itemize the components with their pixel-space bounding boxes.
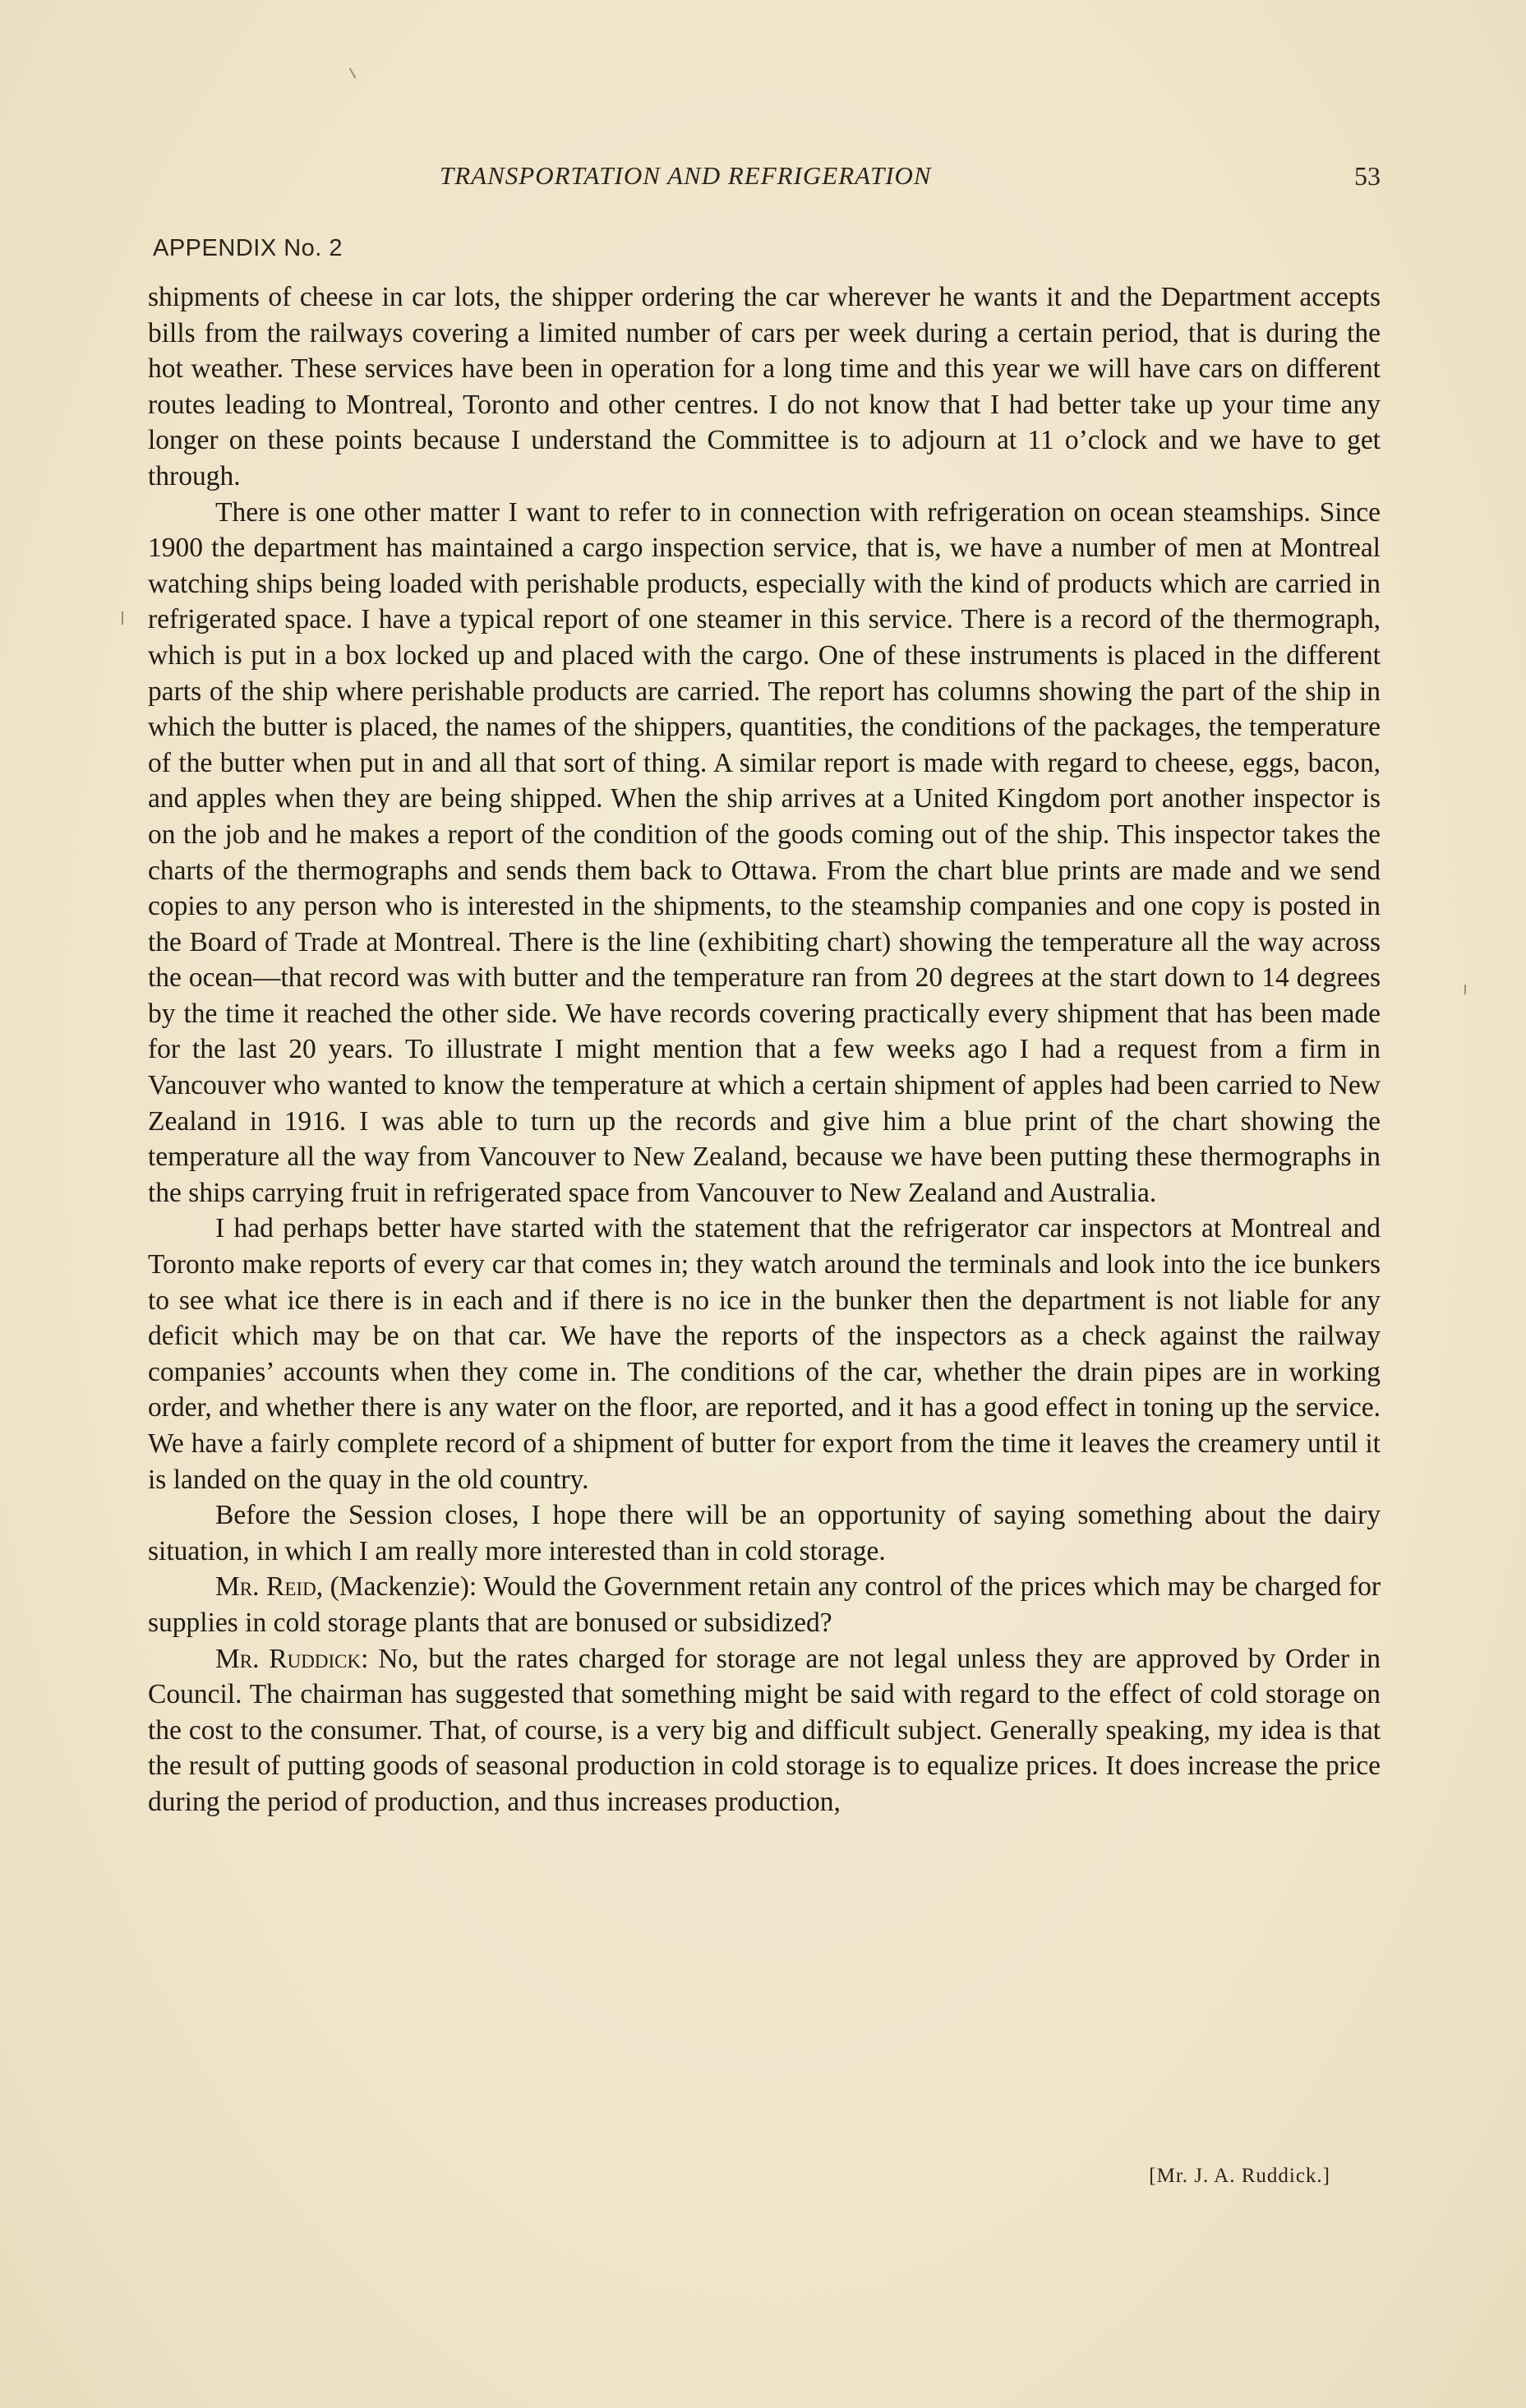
paragraph-2: There is one other matter I want to refer to in connection with refrigeration on ocean steamships. Since 1900 the department has maintained a cargo inspection service, that is, we have a number of men at Montreal watching ships being loaded with perishable products, especially with the kind of products which are carried in refrigerated space. I have a typical report of one steamer in this service. There is a record of the thermograph, which is put in a box locked up and placed with the cargo. One of these instruments is placed in the different parts of the ship where perishable products are carried. The report has columns showing the part of the ship in which the butter is placed, the names of the shippers, quantities, the conditions of the packages, the temperature of the butter when put in and all that sort of thing. A similar report is made with regard to cheese, eggs, bacon, and apples when they are being shipped. When the ship arrives at a United Kingdom port another inspector is on the job and he makes a report of the condition of the goods coming out of the ship. This inspector takes the charts of the thermographs and sends them back to Ottawa. From the chart blue prints are made and we send copies to any person who is interested in the shipments, to the steamship companies and one copy is posted in the Board of Trade at Montreal. There is the line (exhibiting chart) showing the temperature all the way across the ocean—that record was with butter and the temperature ran from 20 degrees at the start down to 14 degrees by the time it reached the other side. We have records covering practically every shipment that has been made for the last 20 years. To illustrate I might mention that a few weeks ago I had a request from a firm in Vancouver who wanted to know the temperature at which a certain shipment of apples had been carried to New Zealand in 1916. I was able to turn up the records and give him a blue print of the chart showing the temperature all the way from Vancouver to New Zealand, because we have been putting these thermographs in the ships carrying fruit in refrigerated space from Vancouver to New Zealand and Australia. — [148, 496, 1381, 1208]
running-head — [148, 161, 1381, 202]
page-number: 53 — [1354, 161, 1381, 191]
paragraph-4: Before the Session closes, I hope there will be an opportunity of saying something about the dairy situation, in which I am really more interested than in cold storage. — [148, 1500, 1381, 1566]
running-title: TRANSPORTATION AND REFRIGERATION — [440, 161, 932, 190]
scan-mark — [122, 611, 123, 625]
speaker-attribution: [Mr. J. A. Ruddick.] — [1149, 2165, 1330, 2187]
reid-question — [148, 1569, 1381, 1640]
appendix-label: APPENDIX No. 2 — [153, 235, 343, 261]
scan-mark — [1464, 985, 1466, 994]
body-text — [148, 279, 1381, 1820]
speaker-reid: Mr. Reid, — [215, 1571, 324, 1603]
ruddick-text: No, but the rates charged for storage are not legal unless they are approved by Order in Council. The chairman has suggested that something might be said with regard to the effect of cold storage on the cost to the consumer. That, of course, is a very big and difficult subject. Generally speaking, my idea is that the result of putting goods of seasonal production in cold storage is to equalize prices. It does increase the price during the period of production, and thus increases production, — [148, 1643, 1381, 1817]
speaker-ruddick: Mr. Ruddick: — [215, 1643, 369, 1674]
paragraph-1: shipments of cheese in car lots, the shipper ordering the car wherever he wants it and the Department accepts bills from the railways covering a limited number of cars per week during a certain period, that is during the hot weather. These services have been in operation for a long time and this year we will have cars on different routes leading to Montreal, Toronto and other centres. I do not know that I had better take up your time any longer on these points because I understand the Committee is to adjourn at 11 o’clock and we have to get through. — [148, 282, 1381, 491]
ruddick-answer — [148, 1641, 1381, 1820]
reid-text: (Mackenzie): Would the Government retain any control of the prices which may be charged for supplies in cold storage plants that are bonused or subsidized? — [148, 1571, 1381, 1638]
scan-mark — [349, 67, 357, 78]
paragraph-3: I had perhaps better have started with the statement that the refrigerator car inspectors at Montreal and Toronto make reports of every car that comes in; they watch around the terminals and look into the ice bunkers to see what ice there is in each and if there is no ice in the bunker then the department is not liable for any deficit which may be on that car. We have the reports of the inspectors as a check against the railway companies’ accounts when they come in. The conditions of the car, whether the drain pipes are in working order, and whether there is any water on the floor, are reported, and it has a good effect in toning up the service. We have a fairly complete record of a shipment of butter for export from the time it leaves the creamery until it is landed on the quay in the old country. — [148, 1213, 1381, 1495]
